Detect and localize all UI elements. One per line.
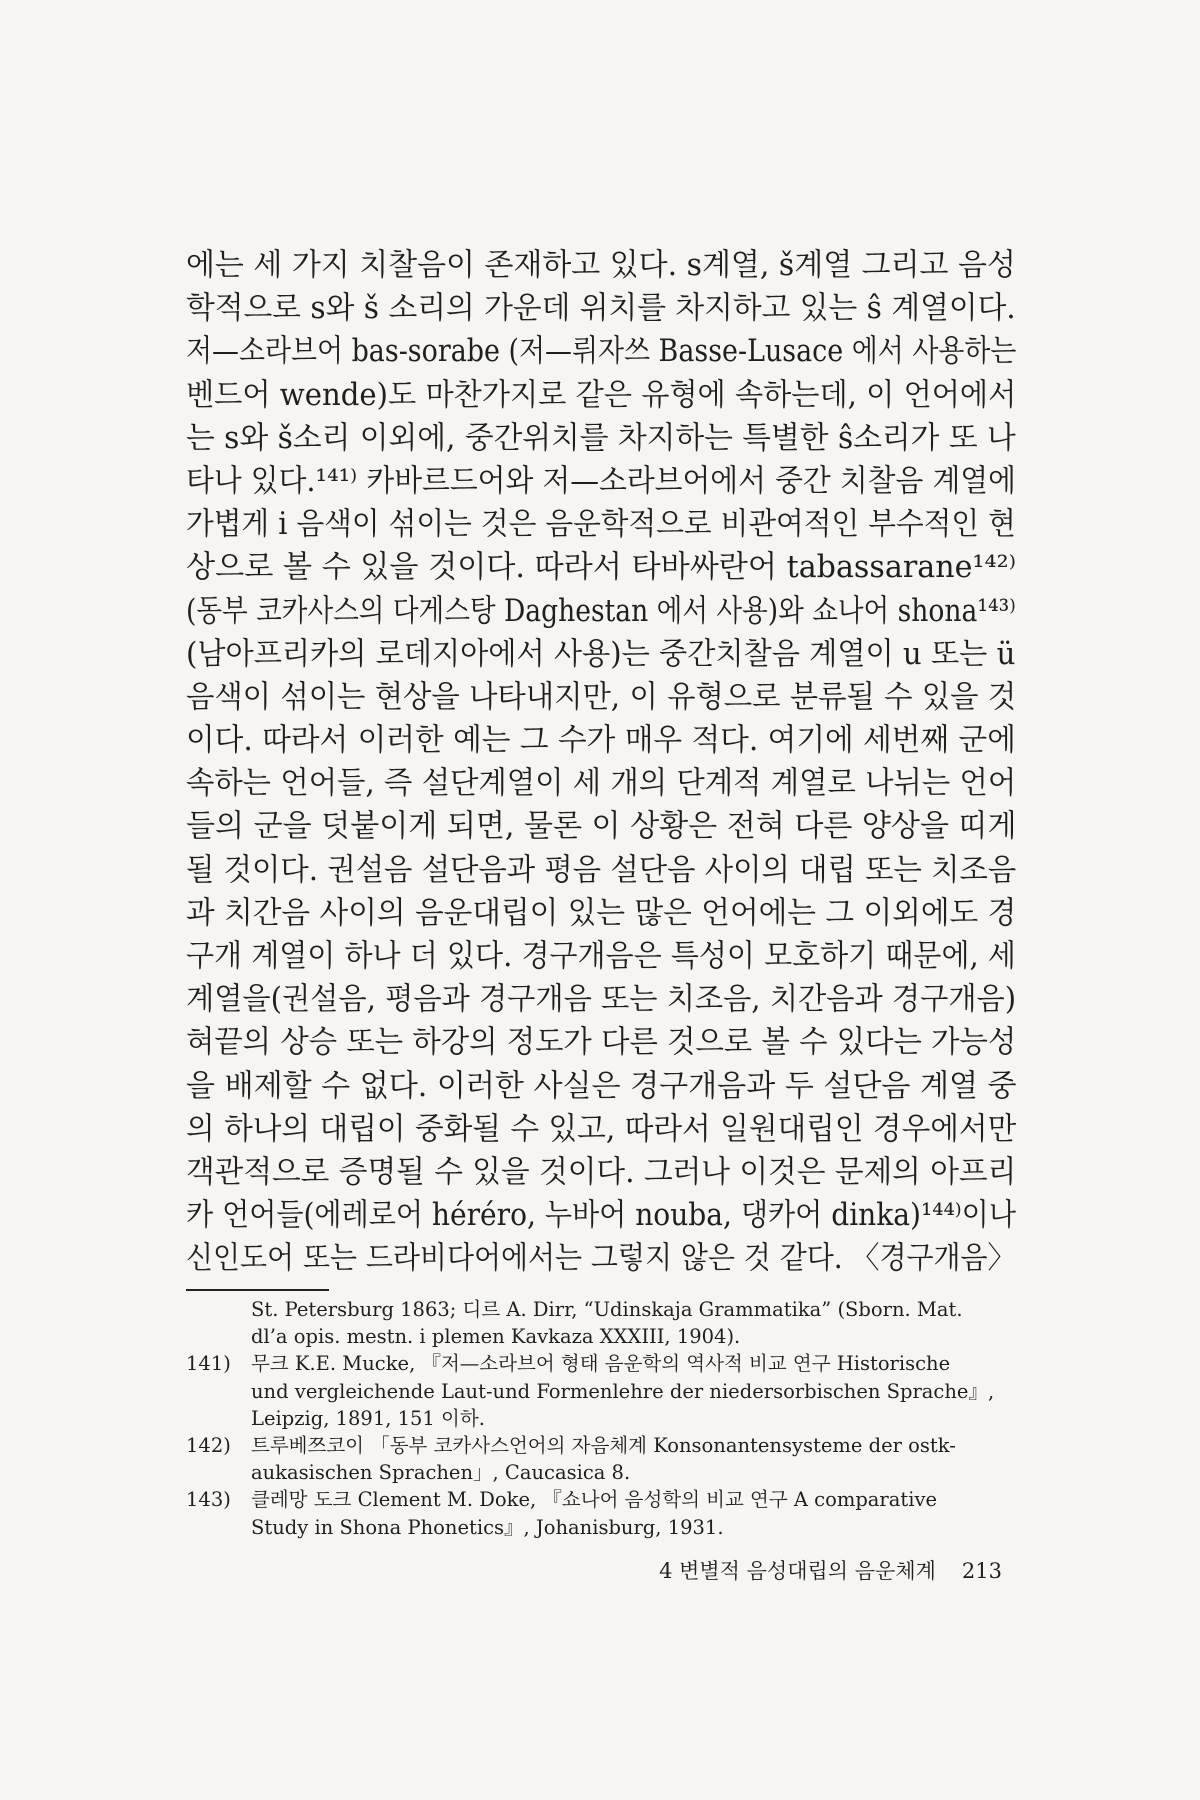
text-line: 는 s와 š소리 이외에, 중간위치를 차지하는 특별한 ŝ소리가 또 나 — [186, 420, 1016, 456]
footnote-text: Leipzig, 1891, 151 이하. — [251, 1406, 485, 1430]
text-line: 벤드어 wende)도 마찬가지로 같은 유형에 속하는데, 이 언어에서 — [186, 377, 1017, 413]
text-line: 상으로 볼 수 있을 것이다. 따라서 타바싸란어 tabassarane¹⁴²⁾ — [186, 550, 1017, 586]
text-line: 을 배제할 수 없다. 이러한 사실은 경구개음과 두 설단음 계열 중 — [186, 1068, 1017, 1104]
text-line: 신인도어 또는 드라비다어에서는 그렇지 않은 것 같다. 〈경구개음〉 — [186, 1241, 1016, 1277]
footnote-number: 143) — [186, 1488, 231, 1512]
text-line: 구개 계열이 하나 더 있다. 경구개음은 특성이 모호하기 때문에, 세 — [186, 939, 1016, 974]
text-line: 혀끝의 상승 또는 하강의 정도가 다른 것으로 볼 수 있다는 가능성 — [186, 1025, 1017, 1061]
footnote-continuation-line: St. Petersburg 1863; 디르 A. Dirr, “Udinskaja Grammatika” (Sborn. Mat. — [251, 1298, 963, 1321]
body-text — [186, 244, 1016, 1281]
footnote-divider — [186, 1289, 329, 1291]
text-line: 과 치간음 사이의 음운대립이 있는 많은 언어에는 그 이외에도 경 — [186, 895, 1017, 931]
text-line: 에는 세 가지 치찰음이 존재하고 있다. s계열, š계열 그리고 음성 — [186, 248, 1016, 283]
footnote-text: 트루베쯔코이 「동부 코카사스언어의 자음체계 Konsonantensysteme der ostk- — [251, 1433, 956, 1457]
footnote-text: Study in Shona Phonetics』, Johanisburg, 1931. — [251, 1515, 724, 1539]
text-line: 학적으로 s와 š 소리의 가운데 위치를 차지하고 있는 ŝ 계열이다. — [186, 291, 1016, 327]
text-line: (동부 코카사스의 다게스탕 Daghestan 에서 사용)와 쇼나어 shona¹⁴³⁾ — [186, 593, 1016, 629]
footnotes — [186, 1296, 1016, 1541]
text-line: 타나 있다.¹⁴¹⁾ 카바르드어와 저—소라브어에서 중간 치찰음 계열에 — [186, 463, 1016, 499]
page-number: 213 — [961, 1559, 1002, 1583]
footnote-continuation-line: dl’a opis. mestn. i plemen Kavkaza XXXIII, 1904). — [251, 1325, 741, 1349]
text-line: 속하는 언어들, 즉 설단계열이 세 개의 단계적 계열로 나뉘는 언어 — [186, 766, 1017, 802]
text-line: 저—소라브어 bas-sorabe (저—뤼자쓰 Basse-Lusace 에서 사용하는 — [186, 334, 1017, 370]
text-line: 음색이 섞이는 현상을 나타내지만, 이 유형으로 분류될 수 있을 것 — [186, 679, 1017, 715]
text-line: 객관적으로 증명될 수 있을 것이다. 그러나 이것은 문제의 아프리 — [186, 1154, 1017, 1190]
text-line: 될 것이다. 권설음 설단음과 평음 설단음 사이의 대립 또는 치조음 — [186, 852, 1017, 888]
footnote-text: und vergleichende Laut-und Formenlehre der niedersorbischen Sprache』, — [251, 1379, 995, 1403]
text-line: 들의 군을 덧붙이게 되면, 물론 이 상황은 전혀 다른 양상을 띠게 — [186, 809, 1017, 845]
text-line: 계열을(권설음, 평음과 경구개음 또는 치조음, 치간음과 경구개음) — [186, 982, 1017, 1018]
page-footer — [186, 1555, 1002, 1585]
text-line: 카 언어들(에레로어 héréro, 누바어 nouba, 댕카어 dinka)¹⁴⁴⁾이나 — [186, 1198, 1016, 1234]
footnote-text: 클레망 도크 Clement M. Doke, 『쇼나어 음성학의 비교 연구 A comparative — [251, 1488, 938, 1512]
footnote-143 — [186, 1486, 1016, 1513]
footnote-text: 무크 K.E. Mucke, 『저—소라브어 형태 음운학의 역사적 비교 연구 Historische — [251, 1352, 951, 1376]
text-line: 이다. 따라서 이러한 예는 그 수가 매우 적다. 여기에 세번째 군에 — [186, 723, 1016, 759]
footnote-141 — [186, 1350, 1016, 1377]
footnote-number: 142) — [186, 1433, 231, 1457]
text-line: 의 하나의 대립이 중화될 수 있고, 따라서 일원대립인 경우에서만 — [186, 1111, 1017, 1147]
running-footer-chapter: 4 변별적 음성대립의 음운체계 — [659, 1559, 936, 1583]
footnote-text: aukasischen Sprachen」, Caucasica 8. — [251, 1461, 631, 1485]
text-line: 가볍게 i 음색이 섞이는 것은 음운학적으로 비관여적인 부수적인 현 — [186, 507, 1016, 543]
footnote-number: 141) — [186, 1352, 231, 1376]
text-line: (남아프리카의 로데지아에서 사용)는 중간치찰음 계열이 u 또는 ü — [186, 636, 1016, 672]
footnote-142 — [186, 1432, 1016, 1459]
